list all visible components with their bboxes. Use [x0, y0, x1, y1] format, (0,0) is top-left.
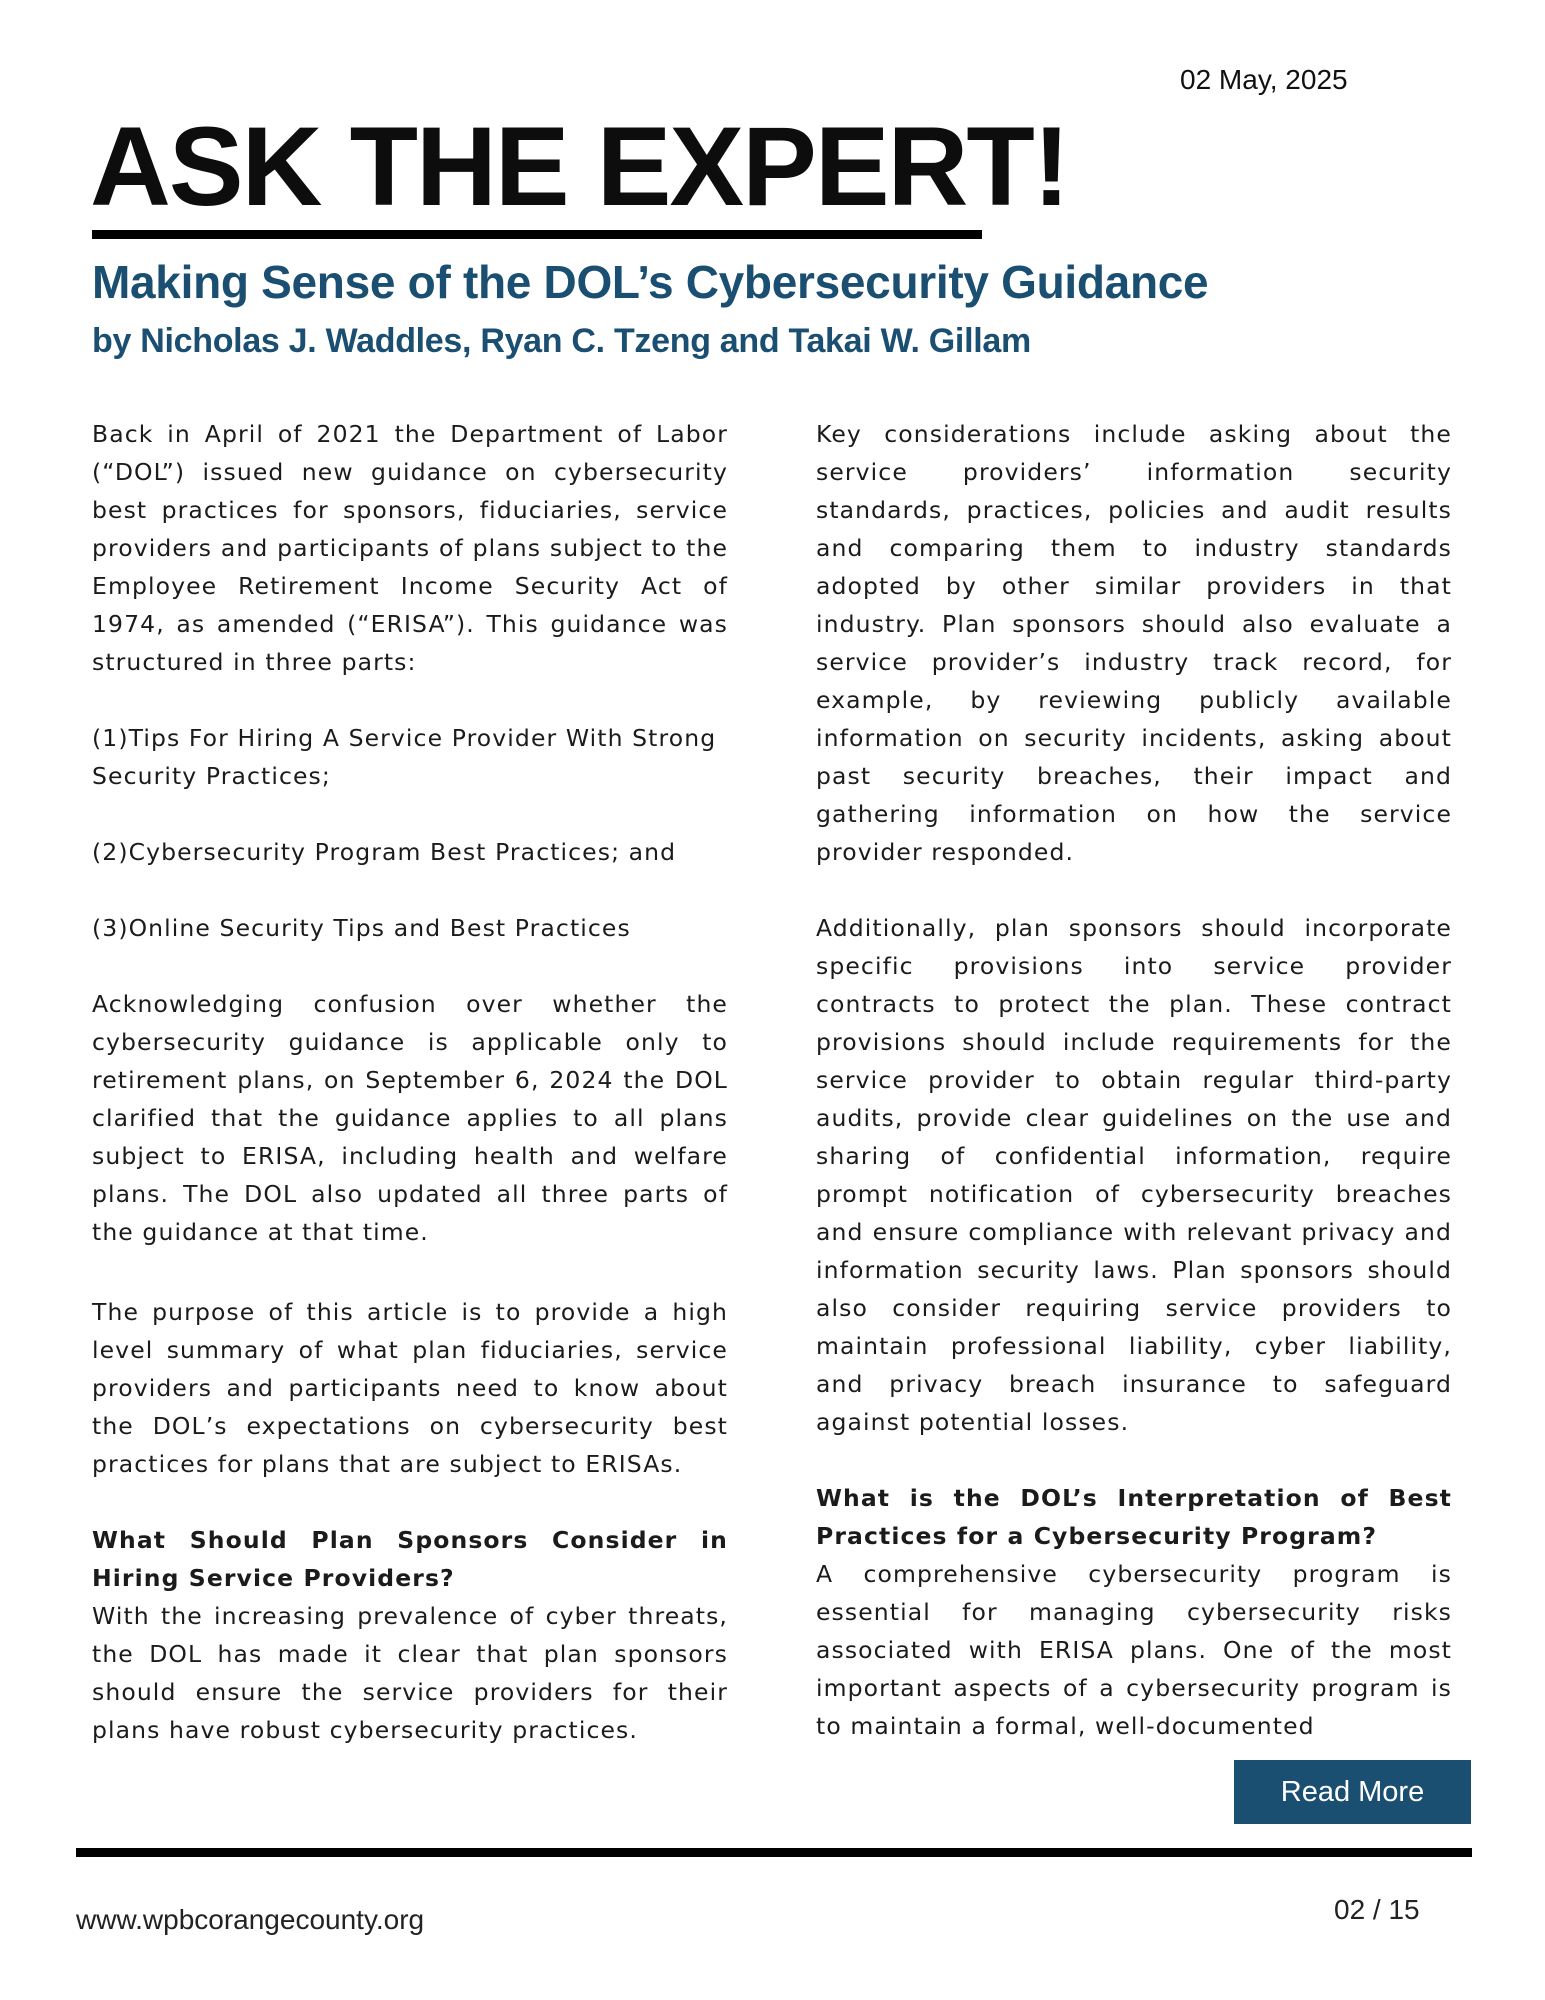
article-column-left — [92, 415, 728, 1787]
read-more-button[interactable]: Read More — [1234, 1760, 1471, 1824]
paragraph: Key considerations include asking about the service providers’ information security standards, practices, policies and audit results and comparing them to industry standards adopted by other similar providers in that industry. Plan sponsors should also evaluate a service provider’s industry track record, for example, by reviewing publicly available information on security incidents, asking about past security breaches, their impact and gathering information on how the service provider responded. — [816, 420, 1452, 866]
paragraph: Acknowledging confusion over whether the cybersecurity guidance is applicable only to retirement plans, on September 6, 2024 the DOL clarified that the guidance applies to all plans subject to ERISA, including health and welfare plans. The DOL also updated all three parts of the guidance at that time. — [92, 990, 728, 1246]
website-link[interactable]: www.wpbcorangecounty.org — [76, 1904, 425, 1935]
headline-divider — [92, 230, 982, 239]
article-title: Making Sense of the DOL’s Cybersecurity Guidance — [92, 256, 1209, 308]
section-heading: What Should Plan Sponsors Consider in Hiring Service Providers? — [92, 1526, 728, 1592]
page-number: 02 / 15 — [1334, 1894, 1420, 1925]
footer-divider — [76, 1848, 1472, 1857]
page-headline: ASK THE EXPERT! — [90, 104, 1069, 229]
list-item: (3)Online Security Tips and Best Practices — [92, 914, 631, 942]
paragraph: Back in April of 2021 the Department of Labor (“DOL”) issued new guidance on cybersecurity best practices for sponsors, fiduciaries, service providers and participants of plans subject to the Employee Retirement Income Security Act of 1974, as amended (“ERISA”). This guidance was structured in three parts: — [92, 420, 728, 676]
article-byline: by Nicholas J. Waddles, Ryan C. Tzeng and Takai W. Gillam — [92, 322, 1031, 360]
paragraph: Additionally, plan sponsors should incorporate specific provisions into service provider contracts to protect the plan. These contract provisions should include requirements for the service provider to obtain regular third-party audits, provide clear guidelines on the use and sharing of confidential information, require prompt notification of cybersecurity breaches and ensure compliance with relevant privacy and information security laws. Plan sponsors should also consider requiring service providers to maintain professional liability, cyber liability, and privacy breach insurance to safeguard against potential losses. — [816, 914, 1452, 1436]
section-heading: What is the DOL’s Interpretation of Best Practices for a Cybersecurity Program? — [816, 1484, 1452, 1550]
paragraph: A comprehensive cybersecurity program is essential for managing cybersecurity risks associated with ERISA plans. One of the most important aspects of a cybersecurity program is to maintain a formal, well-documented — [816, 1560, 1452, 1740]
list-item: (2)Cybersecurity Program Best Practices; and — [92, 838, 677, 866]
list-item: (1)Tips For Hiring A Service Provider With Strong Security Practices; — [92, 724, 717, 790]
issue-date: 02 May, 2025 — [1180, 64, 1348, 95]
paragraph: The purpose of this article is to provide a high level summary of what plan fiduciaries, service providers and participants need to know about the DOL’s expectations on cybersecurity best practices for plans that are subject to ERISAs. — [92, 1298, 728, 1478]
article-column-right — [816, 415, 1452, 1783]
paragraph: With the increasing prevalence of cyber threats, the DOL has made it clear that plan sponsors should ensure the service providers for their plans have robust cybersecurity practices. — [92, 1602, 728, 1744]
